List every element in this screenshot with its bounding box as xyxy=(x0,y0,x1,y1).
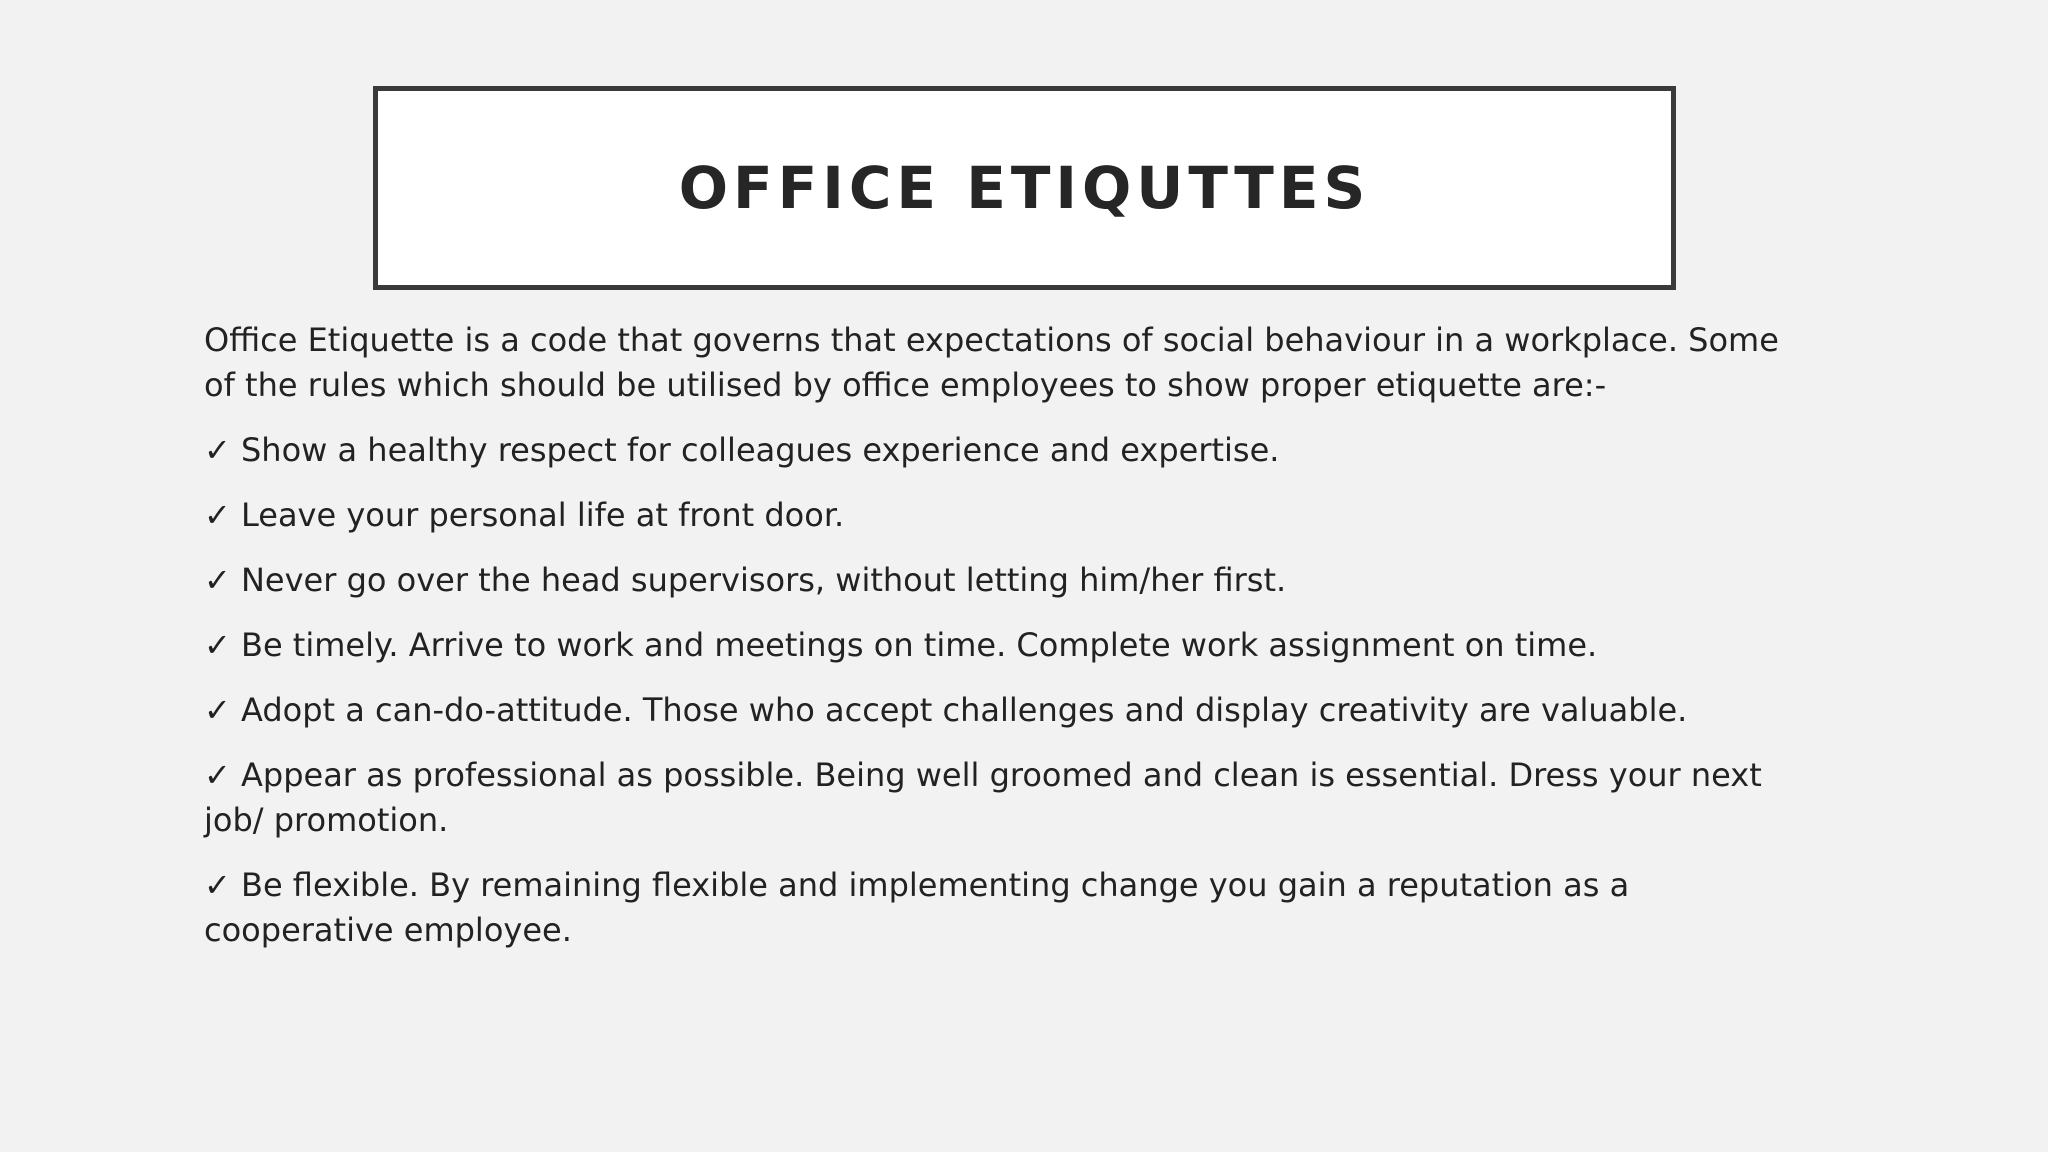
bullet-text: Be flexible. By remaining flexible and implementing change you gain a reputation as a cooperative employee. xyxy=(204,866,1630,949)
check-icon: ✓ xyxy=(204,691,231,729)
bullet-item xyxy=(204,623,1804,668)
bullet-item xyxy=(204,428,1804,473)
check-icon: ✓ xyxy=(204,561,231,599)
bullet-text: Leave your personal life at front door. xyxy=(240,496,845,534)
slide-body xyxy=(204,318,1804,973)
check-icon: ✓ xyxy=(204,756,231,794)
bullet-item xyxy=(204,753,1804,843)
bullet-item xyxy=(204,558,1804,603)
check-icon: ✓ xyxy=(204,866,231,904)
bullet-text: Show a healthy respect for colleagues experience and expertise. xyxy=(240,431,1280,469)
intro-paragraph: Office Etiquette is a code that governs that expectations of social behaviour in a workplace. Some of the rules which should be utilised by office employees to show proper etiquette are:- xyxy=(204,321,1779,404)
bullet-text: Appear as professional as possible. Being well groomed and clean is essential. Dress your next job/ promotion. xyxy=(204,756,1762,839)
bullet-item xyxy=(204,493,1804,538)
check-icon: ✓ xyxy=(204,626,231,664)
bullet-text: Never go over the head supervisors, without letting him/her first. xyxy=(240,561,1287,599)
bullet-item xyxy=(204,863,1804,953)
check-icon: ✓ xyxy=(204,496,231,534)
title-box xyxy=(373,86,1676,290)
slide-title: OFFICE ETIQUTTES xyxy=(678,154,1371,222)
bullet-text: Adopt a can-do-attitude. Those who accept challenges and display creativity are valuable. xyxy=(240,691,1688,729)
bullet-item xyxy=(204,688,1804,733)
check-icon: ✓ xyxy=(204,431,231,469)
bullet-text: Be timely. Arrive to work and meetings on time. Complete work assignment on time. xyxy=(240,626,1598,664)
